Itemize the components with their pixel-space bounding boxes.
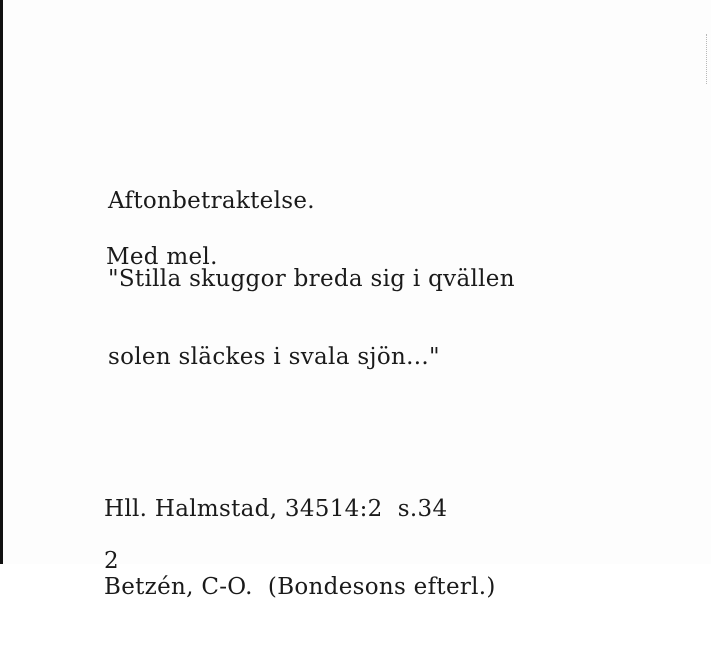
verse-line-2: solen släckes i svala sjön..." [108, 344, 440, 370]
verse-line-1: "Stilla skuggor breda sig i qvällen [108, 266, 515, 292]
card-left-edge [0, 0, 3, 564]
collector-reference: Betzén, C-O. (Bondesons efterl.) [104, 574, 496, 600]
source-reference: Hll. Halmstad, 34514:2 s.34 [104, 496, 448, 522]
page-number: 2 [104, 548, 119, 574]
song-title: Aftonbetraktelse. [108, 188, 315, 214]
card-edge-marks [706, 34, 709, 84]
melody-note: Med mel. [106, 244, 218, 270]
song-text-block [108, 136, 515, 422]
reference-block [104, 444, 496, 652]
